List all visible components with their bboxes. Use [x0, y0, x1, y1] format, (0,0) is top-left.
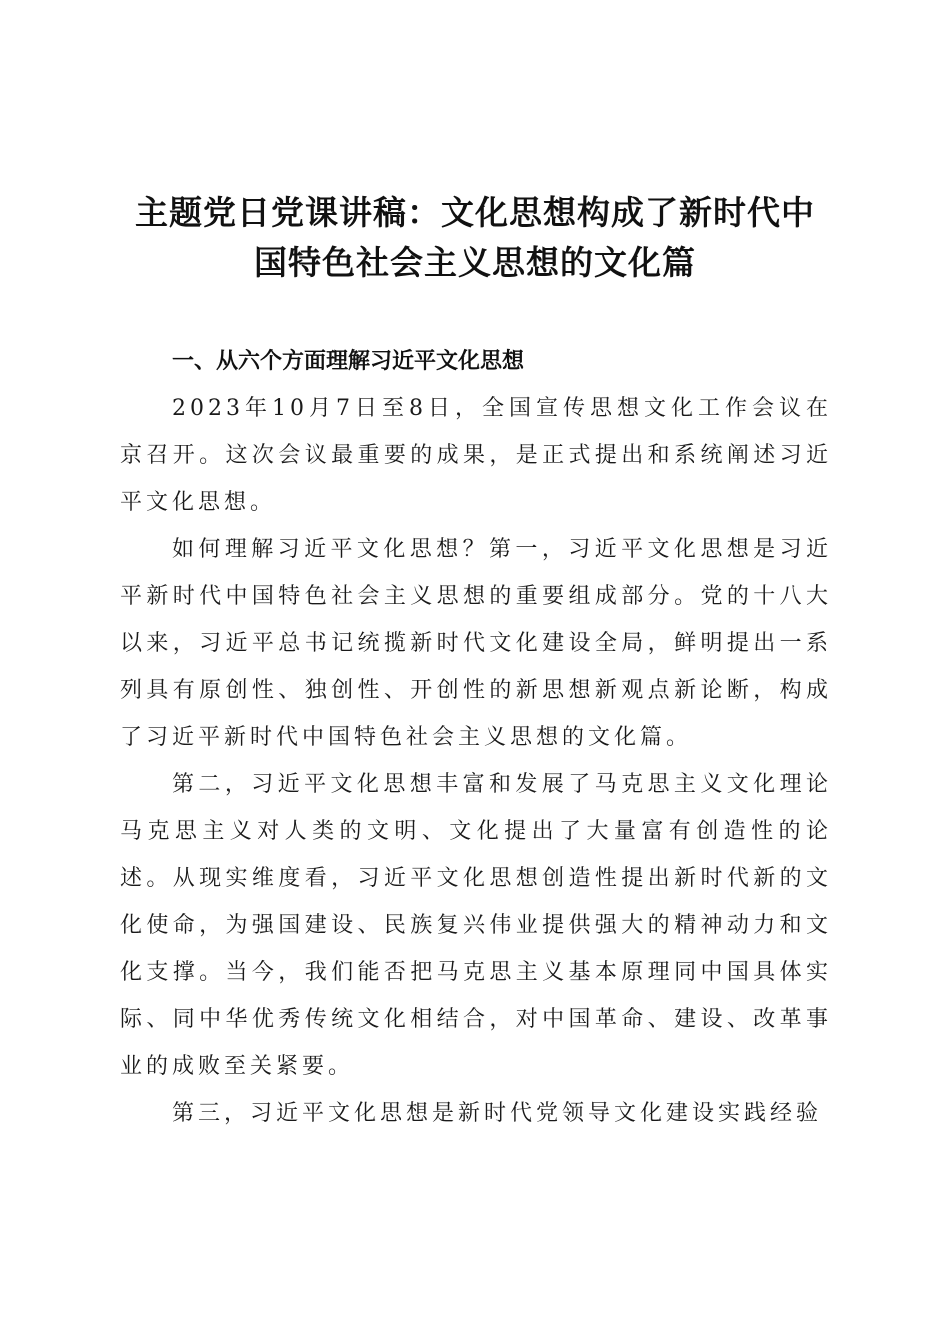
section-heading: 一、从六个方面理解习近平文化思想 [172, 349, 525, 374]
title-line-1: 主题党日党课讲稿：文化思想构成了新时代中 [135, 193, 815, 232]
title-line-2: 国特色社会主义思想的文化篇 [254, 243, 696, 282]
paragraph-3: 第二，习近平文化思想丰富和发展了马克思主义文化理论马克思主义对人类的文明、文化提出了大量富有创造性的论述。从现实维度看，习近平文化思想创造性提出新时代新的文化使命，为强国建设、民族复兴伟业提供强大的精神动力和文化支撑。当今，我们能否把马克思主义基本原理同中国具体实际、同中华优秀传统文化相结合，对中国革命、建设、改革事业的成败至关紧要。 [120, 772, 832, 1079]
paragraph-2: 如何理解习近平文化思想？第一，习近平文化思想是习近平新时代中国特色社会主义思想的重要组成部分。党的十八大以来，习近平总书记统揽新时代文化建设全局，鲜明提出一系列具有原创性、独创性、开创性的新思想新观点新论断，构成了习近平新时代中国特色社会主义思想的文化篇。 [120, 537, 832, 750]
paragraph-4: 第三，习近平文化思想是新时代党领导文化建设实践经验 [172, 1101, 823, 1126]
document-body [120, 338, 832, 1137]
paragraph-1: 2023年10月7日至8日，全国宣传思想文化工作会议在京召开。这次会议最重要的成果，是正式提出和系统阐述习近平文化思想。 [120, 396, 832, 515]
document-title [100, 188, 850, 288]
